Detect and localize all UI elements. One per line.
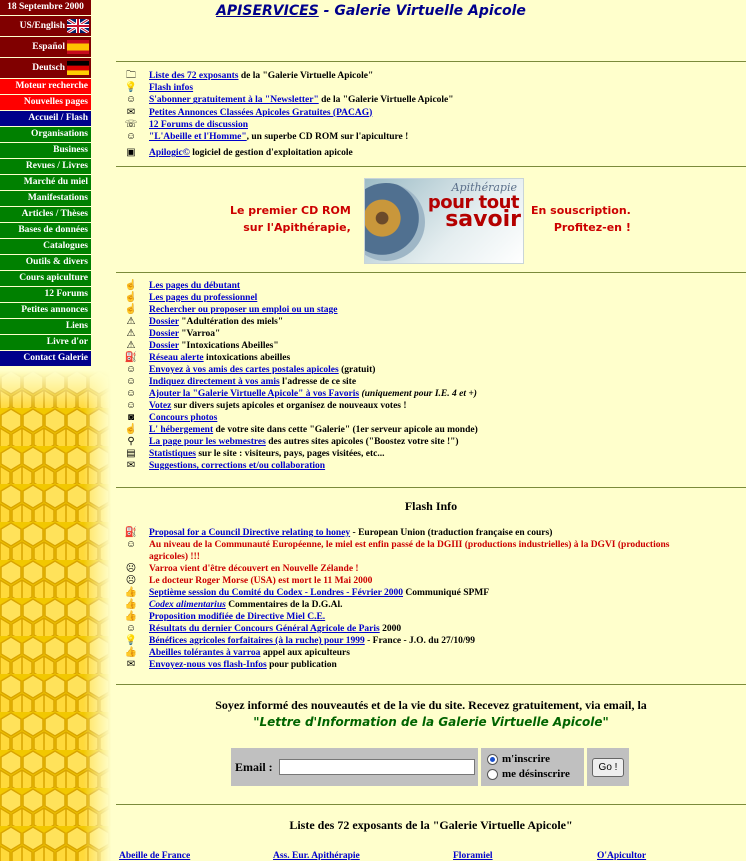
list-text: Au niveau de la Communauté Européenne, le miel est enfin passé de la DGIII (productions industrielles) à la DGVI (productions xyxy=(149,540,670,550)
banner-left-text xyxy=(230,202,351,236)
banner-left-line2: sur l'Apithérapie, xyxy=(243,221,351,234)
list-text: logiciel de gestion d'exploitation apicole xyxy=(189,148,353,159)
software-icon: ▣ xyxy=(126,147,136,159)
divider xyxy=(116,272,746,273)
lang-german-link[interactable] xyxy=(0,58,91,78)
germany-flag-icon xyxy=(67,61,89,75)
quick-links-list xyxy=(124,70,454,159)
cd-word3: savoir xyxy=(445,207,521,232)
idea-icon: 💡 xyxy=(124,82,138,94)
list-item xyxy=(124,340,478,352)
list-item xyxy=(124,436,478,448)
list-text: "Varroa" xyxy=(178,329,221,339)
list-text: Varroa vient d'être découvert en Nouvelle Zélande ! xyxy=(149,564,359,574)
envelope-icon: ✉ xyxy=(126,659,136,670)
smiley-icon: ☺ xyxy=(125,539,137,550)
list-text: sur divers sujets apicoles et organisez de nouveaux votes ! xyxy=(171,401,407,411)
list-item xyxy=(124,424,478,436)
cdrom-image[interactable] xyxy=(364,178,524,264)
sidebar-item[interactable]: Revues / Livres xyxy=(0,159,91,174)
sidebar-item[interactable]: Outils & divers xyxy=(0,255,91,270)
radio-unchecked-icon xyxy=(487,769,498,780)
email-input[interactable] xyxy=(279,759,475,775)
list-link[interactable]: La page pour les webmestres xyxy=(149,437,266,447)
sad-icon: ☹ xyxy=(125,563,137,574)
list-link[interactable]: Suggestions, corrections et/ou collaboration xyxy=(149,461,326,471)
list-item xyxy=(124,539,669,551)
alarm-icon: ⛽ xyxy=(124,527,138,538)
list-link[interactable]: Envoyez à vos amis des cartes postales apicoles xyxy=(149,365,339,375)
list-link[interactable]: Les pages du débutant xyxy=(149,281,241,291)
list-text: - European Union (traduction française en cours) xyxy=(350,528,553,538)
envelope-icon: ✉ xyxy=(126,460,136,471)
lang-german-label: Deutsch xyxy=(32,63,65,73)
brand-link[interactable]: APISERVICES xyxy=(216,3,319,19)
subscription-options xyxy=(481,748,584,786)
divider xyxy=(116,61,746,62)
list-text: (gratuit) xyxy=(338,365,376,375)
nav-menu xyxy=(0,0,91,367)
hand-icon: ☝ xyxy=(124,304,138,315)
divider xyxy=(116,166,746,167)
list-link[interactable]: Bénéfices agricoles forfaitaires (à la ruche) pour 1999 xyxy=(149,636,365,646)
list-text: "Adultération des miels" xyxy=(178,317,284,327)
list-text: des autres sites apicoles ("Boostez votre site !") xyxy=(265,437,459,447)
list-item xyxy=(124,460,478,472)
flash-info-list xyxy=(124,527,669,671)
list-item xyxy=(124,635,669,647)
sidebar-item[interactable]: Organisations xyxy=(0,127,91,142)
list-item xyxy=(124,147,454,159)
smiley-icon: ☺ xyxy=(125,376,137,387)
go-button[interactable]: Go ! xyxy=(592,758,624,777)
list-link[interactable]: Concours photos xyxy=(149,413,218,423)
list-link[interactable]: Envoyez-nous vos flash-Infos xyxy=(149,660,267,670)
list-link[interactable]: Flash infos xyxy=(149,83,194,94)
thumb-icon: 👍 xyxy=(124,647,138,658)
list-item xyxy=(124,623,669,635)
camera-icon: ◙ xyxy=(127,412,135,423)
list-link[interactable]: Dossier xyxy=(149,329,179,339)
list-item xyxy=(124,119,454,131)
thumb-icon: 👍 xyxy=(124,611,138,622)
warning-icon: ⚠ xyxy=(126,340,136,351)
list-item xyxy=(124,131,454,143)
list-link[interactable]: Abeilles tolérantes à varroa xyxy=(149,648,261,658)
list-item xyxy=(124,587,669,599)
banner-right-line2: Profitez-en ! xyxy=(553,221,631,234)
list-text: agricoles) !!! xyxy=(149,552,200,562)
alarm-icon: ⛽ xyxy=(124,352,138,363)
list-item xyxy=(124,599,669,611)
list-item xyxy=(124,292,478,304)
email-label: Email : xyxy=(235,760,273,774)
list-link[interactable]: Dossier xyxy=(149,341,179,351)
sidebar-item[interactable]: Cours apiculture xyxy=(0,271,91,286)
list-item xyxy=(124,611,669,623)
sad-icon: ☹ xyxy=(125,575,137,586)
list-link[interactable]: Codex alimentarius xyxy=(149,600,226,610)
list-item xyxy=(124,563,669,575)
honeycomb-decoration xyxy=(0,370,111,861)
lang-spanish-link[interactable] xyxy=(0,37,91,57)
smiley-icon: ☺ xyxy=(125,94,137,106)
uk-flag-icon xyxy=(67,19,89,33)
exhibitor-link[interactable]: Ass. Eur. Apithérapie xyxy=(273,851,360,861)
sidebar-item[interactable]: Petites annonces xyxy=(0,303,91,318)
sidebar-item[interactable]: Marché du miel xyxy=(0,175,91,190)
list-item xyxy=(124,400,478,412)
sidebar-item[interactable]: Bases de données xyxy=(0,223,91,238)
warning-icon: ⚠ xyxy=(126,316,136,327)
list-link[interactable]: L' hébergement xyxy=(149,425,214,435)
list-link[interactable]: Indiquez directement à vos amis xyxy=(149,377,280,387)
list-link[interactable]: S'abonner gratuitement à la "Newsletter" xyxy=(149,95,319,106)
cd-word2: pour tout xyxy=(427,192,519,213)
subscribe-radio[interactable] xyxy=(487,753,550,765)
lang-spanish-label: Español xyxy=(32,42,65,52)
sidebar-item[interactable]: Accueil / Flash xyxy=(0,111,91,126)
newsletter-intro xyxy=(116,697,746,731)
list-link[interactable]: "L'Abeille et l'Homme" xyxy=(149,131,247,142)
list-item xyxy=(124,352,478,364)
list-item xyxy=(124,364,478,376)
sidebar xyxy=(0,0,111,861)
divider xyxy=(116,684,746,685)
sidebar-item[interactable]: Manifestations xyxy=(0,191,91,206)
list-note: (uniquement pour I.E. 4 et +) xyxy=(361,389,477,399)
list-item xyxy=(124,82,454,94)
list-item xyxy=(124,412,478,424)
sidebar-item[interactable]: Livre d'or xyxy=(0,335,91,350)
list-item xyxy=(124,107,454,119)
list-item xyxy=(124,94,454,106)
flash-info-title: Flash Info xyxy=(404,499,458,513)
list-item xyxy=(124,659,669,671)
list-link[interactable]: Liste des 72 exposants xyxy=(149,71,239,81)
exhibitor-link[interactable]: Floramiel xyxy=(453,851,493,861)
divider xyxy=(116,804,746,805)
list-link[interactable]: Septième session du Comité du Codex - Londres - Février 2000 xyxy=(149,588,404,598)
divider xyxy=(116,487,746,488)
list-item xyxy=(124,70,454,82)
thumb-icon: 👍 xyxy=(124,587,138,598)
list-text: "Intoxications Abeilles" xyxy=(178,341,279,351)
list-link[interactable]: 12 Forums de discussion xyxy=(149,119,248,130)
list-link[interactable]: Dossier xyxy=(149,317,179,327)
hand-icon: ☝ xyxy=(124,280,138,291)
list-text: sur le site : visiteurs, pays, pages visitées, etc... xyxy=(195,449,385,459)
site-title-rest: - Galerie Virtuelle Apicole xyxy=(318,3,526,19)
cd-word1: Apithérapie xyxy=(451,181,517,194)
list-item xyxy=(124,328,478,340)
list-item xyxy=(124,527,669,539)
list-text: intoxications abeilles xyxy=(203,353,291,363)
list-text: Le docteur Roger Morse (USA) est mort le 11 Mai 2000 xyxy=(149,576,373,586)
spain-flag-icon xyxy=(67,40,89,54)
list-text: de la "Galerie Virtuelle Apicole" xyxy=(318,95,454,106)
list-link[interactable]: Rechercher ou proposer un emploi ou un stage xyxy=(149,305,338,315)
list-item xyxy=(124,575,669,587)
hand-icon: ☝ xyxy=(124,424,138,435)
list-text: - France - J.O. du 27/10/99 xyxy=(364,636,476,646)
banner-right-text xyxy=(531,202,631,236)
banner-left-line1: Le premier CD ROM xyxy=(230,204,351,217)
unsubscribe-radio[interactable] xyxy=(487,768,570,780)
smiley-icon: ☺ xyxy=(125,400,137,411)
search-icon: ⚲ xyxy=(127,436,135,447)
sidebar-item[interactable]: Nouvelles pages xyxy=(0,95,91,110)
resources-list xyxy=(124,280,478,472)
lang-english-label: US/English xyxy=(19,21,65,31)
list-text: Commentaires de la D.G.Al. xyxy=(225,600,343,610)
list-link[interactable]: Proposal for a Council Directive relating to honey xyxy=(149,528,351,538)
exhibitors-title: Liste des 72 exposants de la "Galerie Virtuelle Apicole" xyxy=(289,818,573,832)
cdrom-banner[interactable] xyxy=(116,178,746,262)
newsletter-form xyxy=(231,748,629,786)
date-label: 18 Septembre 2000 xyxy=(0,0,91,15)
idea-icon: 💡 xyxy=(124,635,138,646)
list-item xyxy=(124,647,669,659)
newsletter-line1: Soyez informé des nouveautés et de la vie du site. Recevez gratuitement, via email, la xyxy=(215,698,647,712)
list-item xyxy=(124,551,669,563)
list-link[interactable]: Réseau alerte xyxy=(149,353,204,363)
envelope-icon: ✉ xyxy=(126,106,136,118)
forum-icon: ☏ xyxy=(124,118,138,130)
exhibitor-link[interactable]: Abeille de France xyxy=(119,851,191,861)
sidebar-item[interactable]: Liens xyxy=(0,319,91,334)
list-link[interactable]: Ajouter la "Galerie Virtuelle Apicole" à vos Favoris xyxy=(149,389,360,399)
list-text: de votre site dans cette "Galerie" (1er serveur apicole au monde) xyxy=(213,425,478,435)
site-title xyxy=(116,3,626,19)
main-content xyxy=(116,0,746,861)
smiley-icon: ☺ xyxy=(125,623,137,634)
sidebar-item[interactable]: 12 Forums xyxy=(0,287,91,302)
unsubscribe-label: me désinscrire xyxy=(502,768,570,780)
exhibitor-link[interactable]: O'Apicultor xyxy=(597,851,647,861)
list-item xyxy=(124,376,478,388)
list-item xyxy=(124,280,478,292)
smiley-icon: ☺ xyxy=(125,388,137,399)
list-link[interactable]: Statistiques xyxy=(149,449,196,459)
list-item xyxy=(124,388,478,400)
smiley-icon: ☺ xyxy=(125,364,137,375)
list-text: de la "Galerie Virtuelle Apicole" xyxy=(238,71,374,81)
sidebar-item[interactable]: Business xyxy=(0,143,91,158)
banner-right-line1: En souscription. xyxy=(531,204,631,217)
list-text: 2000 xyxy=(379,624,402,634)
subscribe-label: m'inscrire xyxy=(502,753,551,765)
thumb-icon: 👍 xyxy=(124,599,138,610)
sidebar-item[interactable]: Articles / Thèses xyxy=(0,207,91,222)
warning-icon: ⚠ xyxy=(126,328,136,339)
lang-english-link[interactable] xyxy=(0,16,91,36)
list-item xyxy=(124,448,478,460)
list-link[interactable]: Votez xyxy=(149,401,172,411)
list-link[interactable]: Apilogic© xyxy=(149,148,190,159)
folder-icon: 🗀 xyxy=(126,70,136,81)
sidebar-item[interactable]: Moteur recherche xyxy=(0,79,91,94)
list-link[interactable]: Proposition modifiée de Directive Miel C.E. xyxy=(149,612,326,622)
list-text: , un superbe CD ROM sur l'apiculture ! xyxy=(246,131,409,142)
sidebar-item[interactable]: Contact Galerie xyxy=(0,351,91,366)
list-link[interactable]: Petites Annonces Classées Apicoles Gratuites (PACAG) xyxy=(149,107,373,118)
list-item xyxy=(124,304,478,316)
list-link[interactable]: Les pages du professionnel xyxy=(149,293,258,303)
cd-disc-icon xyxy=(364,183,425,261)
list-link[interactable]: Résultats du dernier Concours Général Agricole de Paris xyxy=(149,624,380,634)
sidebar-item[interactable]: Catalogues xyxy=(0,239,91,254)
smiley-icon: ☺ xyxy=(125,130,137,142)
list-text: Communiqué SPMF xyxy=(403,588,490,598)
go-box xyxy=(587,748,629,786)
hand-icon: ☝ xyxy=(124,292,138,303)
list-text: l'adresse de ce site xyxy=(279,377,357,387)
list-text: appel aux apiculteurs xyxy=(260,648,350,658)
radio-checked-icon xyxy=(487,754,498,765)
newsletter-name: "Lettre d'Information de la Galerie Virtuelle Apicole" xyxy=(253,715,609,729)
stats-icon: ▤ xyxy=(126,448,136,459)
email-box xyxy=(231,748,478,786)
list-item xyxy=(124,316,478,328)
list-text: pour publication xyxy=(266,660,337,670)
